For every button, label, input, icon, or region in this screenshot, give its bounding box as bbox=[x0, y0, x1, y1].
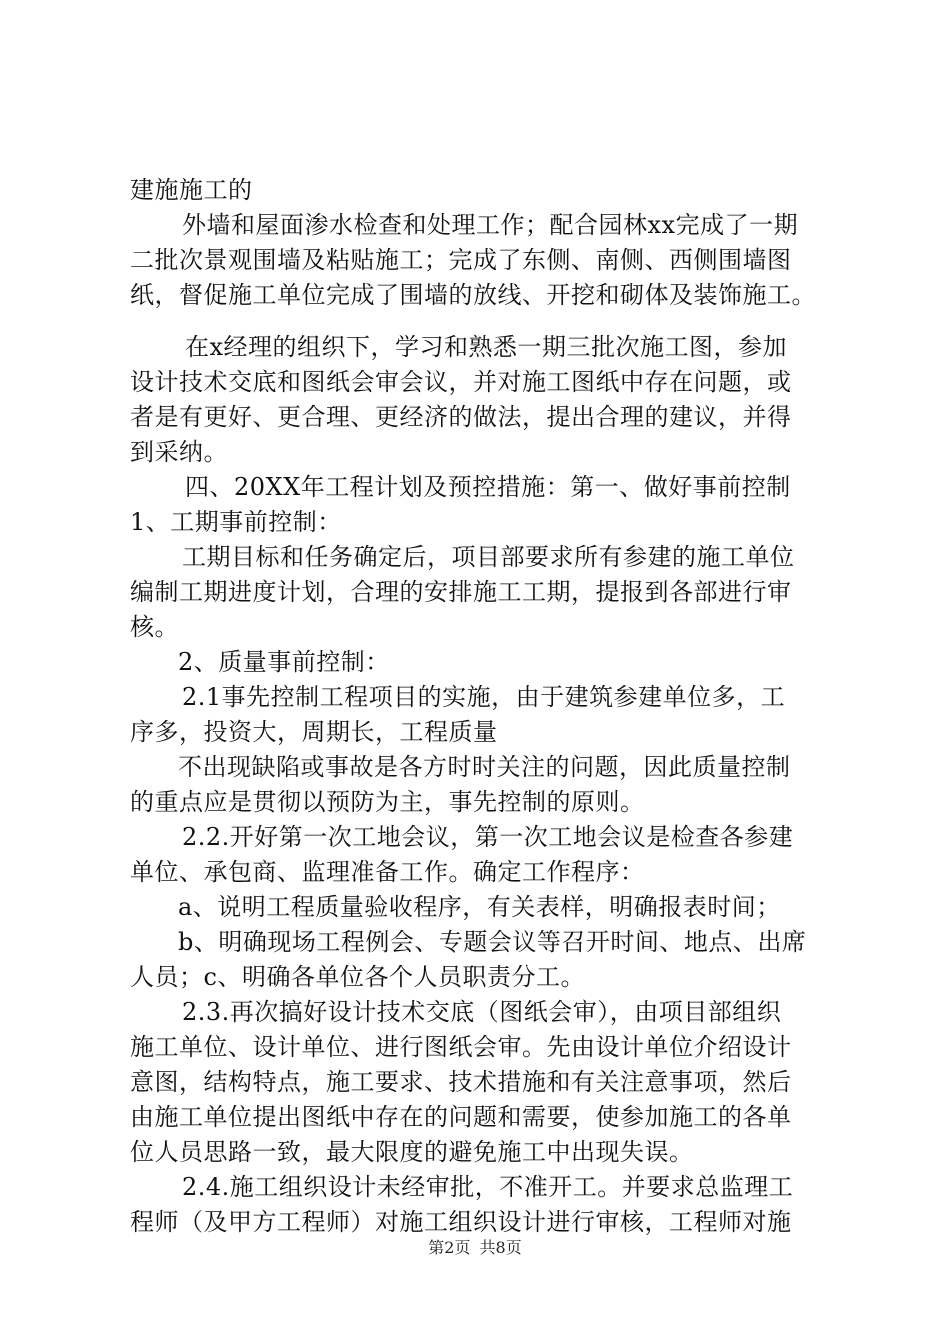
body-line: 单位、承包商、监理准备工作。确定工作程序： bbox=[130, 858, 645, 886]
body-line: 的重点应是贯彻以预防为主，事先控制的原则。 bbox=[130, 788, 645, 816]
page-number: 第2页 bbox=[428, 1238, 471, 1257]
body-line: 意图，结构特点，施工要求、技术措施和有关注意事项，然后 bbox=[130, 1068, 792, 1096]
section-heading: 四、20XX年工程计划及预控措施：第一、做好事前控制 bbox=[185, 473, 791, 501]
body-line: 程师（及甲方工程师）对施工组织设计进行审核，工程师对施 bbox=[130, 1208, 792, 1236]
subsection-heading: 1、工期事前控制： bbox=[130, 508, 342, 536]
body-line: 2.2.开好第一次工地会议，第一次工地会议是检查各参建 bbox=[182, 823, 794, 851]
body-line: b、明确现场工程例会、专题会议等召开时间、地点、出席 bbox=[178, 928, 807, 956]
body-line: 由施工单位提出图纸中存在的问题和需要，使参加施工的各单 bbox=[130, 1103, 792, 1131]
body-line: 位人员思路一致，最大限度的避免施工中出现失误。 bbox=[130, 1138, 694, 1166]
body-line: 编制工期进度计划，合理的安排施工工期，提报到各部进行审 bbox=[130, 578, 792, 606]
body-line: 者是有更好、更合理、更经济的做法，提出合理的建议，并得 bbox=[130, 403, 792, 431]
body-line: 二批次景观围墙及粘贴施工；完成了东侧、南侧、西侧围墙图 bbox=[130, 246, 792, 274]
page-total: 共8页 bbox=[479, 1238, 522, 1257]
body-line: 人员；c、明确各单位各个人员职责分工。 bbox=[130, 963, 585, 991]
body-line: 2.3.再次搞好设计技术交底（图纸会审），由项目部组织 bbox=[182, 998, 782, 1026]
body-line: 外墙和屋面渗水检查和处理工作；配合园林xx完成了一期 bbox=[182, 211, 799, 239]
body-line: 在x经理的组织下，学习和熟悉一期三批次施工图，参加 bbox=[185, 333, 788, 361]
body-line: 工期目标和任务确定后，项目部要求所有参建的施工单位 bbox=[182, 543, 795, 571]
body-line: a、说明工程质量验收程序，有关表样，明确报表时间； bbox=[178, 893, 781, 921]
body-line: 不出现缺陷或事故是各方时时关注的问题，因此质量控制 bbox=[178, 753, 791, 781]
body-line: 2.1事先控制工程项目的实施，由于建筑参建单位多，工 bbox=[182, 683, 786, 711]
body-line: 2.4.施工组织设计未经审批，不准开工。并要求总监理工 bbox=[182, 1173, 794, 1201]
body-line: 设计技术交底和图纸会审会议，并对施工图纸中存在问题，或 bbox=[130, 368, 792, 396]
body-line: 序多，投资大，周期长，工程质量 bbox=[130, 718, 498, 746]
subsection-heading: 2、质量事前控制： bbox=[178, 648, 390, 676]
page-footer bbox=[0, 1237, 950, 1259]
body-line: 施工单位、设计单位、进行图纸会审。先由设计单位介绍设计 bbox=[130, 1033, 792, 1061]
body-line: 建施施工的 bbox=[130, 176, 253, 204]
body-line: 到采纳。 bbox=[130, 438, 228, 466]
body-line: 纸，督促施工单位完成了围墙的放线、开挖和砌体及装饰施工。 bbox=[130, 281, 816, 309]
body-line: 核。 bbox=[130, 613, 179, 641]
